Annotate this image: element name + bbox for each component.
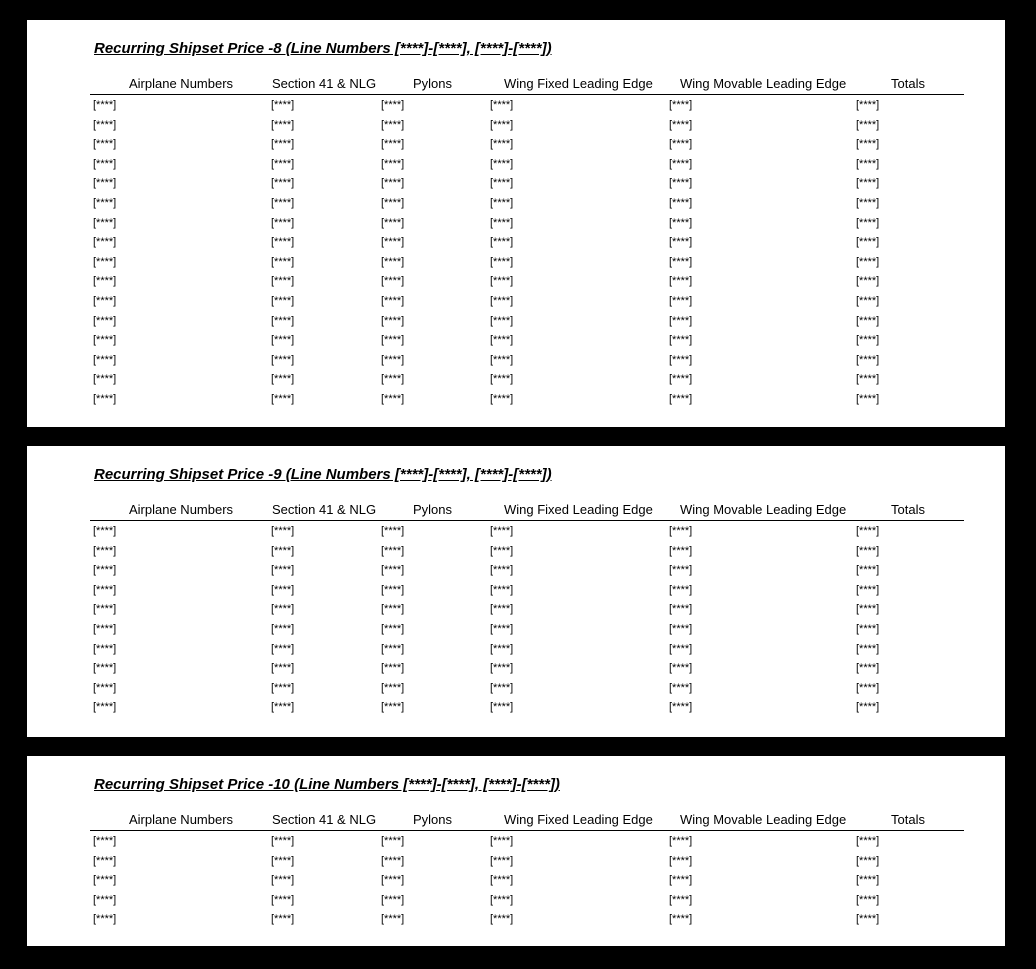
redacted-cell: [****] xyxy=(856,314,880,327)
redacted-cell: [****] xyxy=(381,236,405,249)
redacted-cell: [****] xyxy=(271,913,295,926)
redacted-cell: [****] xyxy=(381,275,405,288)
redacted-cell: [****] xyxy=(271,642,295,655)
price-table-panel xyxy=(27,756,1005,946)
table-row xyxy=(27,215,1005,235)
redacted-cell: [****] xyxy=(93,544,117,557)
redacted-cell: [****] xyxy=(669,255,693,268)
redacted-cell: [****] xyxy=(381,874,405,887)
column-header: Airplane Numbers xyxy=(129,812,234,827)
table-row xyxy=(27,391,1005,411)
redacted-cell: [****] xyxy=(490,334,514,347)
redacted-cell: [****] xyxy=(856,642,880,655)
redacted-cell: [****] xyxy=(93,216,117,229)
table-row xyxy=(27,156,1005,176)
redacted-cell: [****] xyxy=(381,216,405,229)
redacted-cell: [****] xyxy=(271,525,295,537)
redacted-cell: [****] xyxy=(856,603,880,616)
table-row xyxy=(27,371,1005,391)
header-divider xyxy=(90,830,964,831)
redacted-cell: [****] xyxy=(381,373,405,386)
redacted-cell: [****] xyxy=(93,196,117,209)
redacted-cell: [****] xyxy=(669,373,693,386)
redacted-cell: [****] xyxy=(381,138,405,151)
table-row xyxy=(27,641,1005,661)
redacted-cell: [****] xyxy=(381,603,405,616)
redacted-cell: [****] xyxy=(381,893,405,906)
redacted-cell: [****] xyxy=(856,622,880,635)
redacted-cell: [****] xyxy=(856,236,880,249)
redacted-cell: [****] xyxy=(490,622,514,635)
redacted-cell: [****] xyxy=(669,583,693,596)
redacted-cell: [****] xyxy=(93,662,117,675)
redacted-cell: [****] xyxy=(856,854,880,867)
column-header: Wing Fixed Leading Edge xyxy=(504,76,653,91)
redacted-cell: [****] xyxy=(271,314,295,327)
column-header: Pylons xyxy=(413,76,453,91)
price-table-panel xyxy=(27,446,1005,737)
redacted-cell: [****] xyxy=(490,701,514,714)
table-row xyxy=(27,872,1005,892)
redacted-cell: [****] xyxy=(856,874,880,887)
column-header: Section 41 & NLG xyxy=(272,502,377,517)
table-title: Recurring Shipset Price -8 (Line Numbers [****]-[****], [****]-[****]) xyxy=(94,40,552,57)
redacted-cell: [****] xyxy=(271,392,295,405)
redacted-cell: [****] xyxy=(93,99,117,111)
table-row xyxy=(27,601,1005,621)
redacted-cell: [****] xyxy=(490,196,514,209)
redacted-cell: [****] xyxy=(93,583,117,596)
redacted-cell: [****] xyxy=(93,118,117,131)
table-row xyxy=(27,352,1005,372)
redacted-cell: [****] xyxy=(271,275,295,288)
redacted-cell: [****] xyxy=(669,642,693,655)
redacted-cell: [****] xyxy=(381,255,405,268)
redacted-cell: [****] xyxy=(490,392,514,405)
redacted-cell: [****] xyxy=(271,893,295,906)
redacted-cell: [****] xyxy=(490,373,514,386)
redacted-cell: [****] xyxy=(856,177,880,190)
redacted-cell: [****] xyxy=(856,138,880,151)
redacted-cell: [****] xyxy=(669,835,693,847)
table-row xyxy=(27,833,1005,853)
table-row xyxy=(27,621,1005,641)
redacted-cell: [****] xyxy=(93,373,117,386)
redacted-cell: [****] xyxy=(381,99,405,111)
redacted-cell: [****] xyxy=(381,392,405,405)
redacted-cell: [****] xyxy=(381,701,405,714)
redacted-cell: [****] xyxy=(490,835,514,847)
redacted-cell: [****] xyxy=(669,662,693,675)
column-header: Airplane Numbers xyxy=(129,502,234,517)
redacted-cell: [****] xyxy=(381,196,405,209)
table-row xyxy=(27,195,1005,215)
redacted-cell: [****] xyxy=(856,275,880,288)
redacted-cell: [****] xyxy=(93,622,117,635)
redacted-cell: [****] xyxy=(271,177,295,190)
redacted-cell: [****] xyxy=(381,622,405,635)
redacted-cell: [****] xyxy=(93,893,117,906)
redacted-cell: [****] xyxy=(271,196,295,209)
redacted-cell: [****] xyxy=(271,138,295,151)
redacted-cell: [****] xyxy=(490,603,514,616)
column-header: Totals xyxy=(891,76,925,91)
header-divider xyxy=(90,94,964,95)
redacted-cell: [****] xyxy=(669,854,693,867)
redacted-cell: [****] xyxy=(271,564,295,577)
redacted-cell: [****] xyxy=(856,525,880,537)
redacted-cell: [****] xyxy=(381,353,405,366)
table-title: Recurring Shipset Price -10 (Line Numbers [****]-[****], [****]-[****]) xyxy=(94,776,560,793)
redacted-cell: [****] xyxy=(93,913,117,926)
redacted-cell: [****] xyxy=(490,854,514,867)
redacted-cell: [****] xyxy=(669,564,693,577)
redacted-cell: [****] xyxy=(669,603,693,616)
column-header: Wing Movable Leading Edge xyxy=(680,812,847,827)
redacted-cell: [****] xyxy=(669,681,693,694)
redacted-cell: [****] xyxy=(93,275,117,288)
table-row xyxy=(27,523,1005,543)
redacted-cell: [****] xyxy=(490,216,514,229)
redacted-cell: [****] xyxy=(93,138,117,151)
redacted-cell: [****] xyxy=(271,157,295,170)
redacted-cell: [****] xyxy=(271,701,295,714)
table-body xyxy=(27,833,1005,931)
table-row xyxy=(27,680,1005,700)
redacted-cell: [****] xyxy=(381,525,405,537)
redacted-cell: [****] xyxy=(271,334,295,347)
redacted-cell: [****] xyxy=(669,236,693,249)
redacted-cell: [****] xyxy=(93,392,117,405)
redacted-cell: [****] xyxy=(271,854,295,867)
redacted-cell: [****] xyxy=(669,544,693,557)
redacted-cell: [****] xyxy=(490,99,514,111)
redacted-cell: [****] xyxy=(490,314,514,327)
redacted-cell: [****] xyxy=(669,138,693,151)
redacted-cell: [****] xyxy=(669,99,693,111)
redacted-cell: [****] xyxy=(669,701,693,714)
table-row xyxy=(27,582,1005,602)
redacted-cell: [****] xyxy=(856,681,880,694)
table-title: Recurring Shipset Price -9 (Line Numbers [****]-[****], [****]-[****]) xyxy=(94,466,552,483)
redacted-cell: [****] xyxy=(381,544,405,557)
redacted-cell: [****] xyxy=(381,314,405,327)
redacted-cell: [****] xyxy=(381,642,405,655)
redacted-cell: [****] xyxy=(93,874,117,887)
redacted-cell: [****] xyxy=(669,874,693,887)
redacted-cell: [****] xyxy=(669,622,693,635)
redacted-cell: [****] xyxy=(669,118,693,131)
redacted-cell: [****] xyxy=(856,255,880,268)
redacted-cell: [****] xyxy=(93,334,117,347)
table-row xyxy=(27,892,1005,912)
redacted-cell: [****] xyxy=(669,275,693,288)
redacted-cell: [****] xyxy=(669,392,693,405)
redacted-cell: [****] xyxy=(490,138,514,151)
redacted-cell: [****] xyxy=(381,583,405,596)
redacted-cell: [****] xyxy=(490,255,514,268)
redacted-cell: [****] xyxy=(93,854,117,867)
redacted-cell: [****] xyxy=(271,662,295,675)
redacted-cell: [****] xyxy=(856,544,880,557)
redacted-cell: [****] xyxy=(93,255,117,268)
redacted-cell: [****] xyxy=(271,353,295,366)
redacted-cell: [****] xyxy=(381,177,405,190)
redacted-cell: [****] xyxy=(381,835,405,847)
column-header: Section 41 & NLG xyxy=(272,76,377,91)
redacted-cell: [****] xyxy=(490,893,514,906)
column-header: Wing Fixed Leading Edge xyxy=(504,812,653,827)
table-row xyxy=(27,254,1005,274)
redacted-cell: [****] xyxy=(490,662,514,675)
redacted-cell: [****] xyxy=(490,157,514,170)
redacted-cell: [****] xyxy=(381,854,405,867)
redacted-cell: [****] xyxy=(856,196,880,209)
redacted-cell: [****] xyxy=(490,525,514,537)
redacted-cell: [****] xyxy=(93,681,117,694)
redacted-cell: [****] xyxy=(93,564,117,577)
redacted-cell: [****] xyxy=(271,99,295,111)
table-row xyxy=(27,273,1005,293)
redacted-cell: [****] xyxy=(856,216,880,229)
redacted-cell: [****] xyxy=(856,913,880,926)
column-header: Totals xyxy=(891,812,925,827)
table-row xyxy=(27,660,1005,680)
redacted-cell: [****] xyxy=(856,334,880,347)
table-row xyxy=(27,853,1005,873)
redacted-cell: [****] xyxy=(381,564,405,577)
redacted-cell: [****] xyxy=(490,544,514,557)
redacted-cell: [****] xyxy=(669,913,693,926)
redacted-cell: [****] xyxy=(93,701,117,714)
table-row xyxy=(27,313,1005,333)
redacted-cell: [****] xyxy=(669,157,693,170)
redacted-cell: [****] xyxy=(490,177,514,190)
redacted-cell: [****] xyxy=(381,913,405,926)
column-header: Airplane Numbers xyxy=(129,76,234,91)
redacted-cell: [****] xyxy=(490,236,514,249)
redacted-cell: [****] xyxy=(271,603,295,616)
redacted-cell: [****] xyxy=(669,893,693,906)
header-divider xyxy=(90,520,964,521)
redacted-cell: [****] xyxy=(490,583,514,596)
column-header: Pylons xyxy=(413,502,453,517)
redacted-cell: [****] xyxy=(856,662,880,675)
table-row xyxy=(27,562,1005,582)
redacted-cell: [****] xyxy=(381,118,405,131)
redacted-cell: [****] xyxy=(669,353,693,366)
redacted-cell: [****] xyxy=(669,216,693,229)
redacted-cell: [****] xyxy=(669,177,693,190)
redacted-cell: [****] xyxy=(93,314,117,327)
redacted-cell: [****] xyxy=(381,681,405,694)
redacted-cell: [****] xyxy=(856,392,880,405)
redacted-cell: [****] xyxy=(381,157,405,170)
redacted-cell: [****] xyxy=(856,893,880,906)
redacted-cell: [****] xyxy=(93,177,117,190)
redacted-cell: [****] xyxy=(490,874,514,887)
table-row xyxy=(27,136,1005,156)
redacted-cell: [****] xyxy=(669,314,693,327)
redacted-cell: [****] xyxy=(490,564,514,577)
table-row xyxy=(27,911,1005,931)
redacted-cell: [****] xyxy=(856,294,880,307)
table-row xyxy=(27,699,1005,719)
redacted-cell: [****] xyxy=(271,373,295,386)
redacted-cell: [****] xyxy=(381,334,405,347)
price-table-panel xyxy=(27,20,1005,427)
table-body xyxy=(27,97,1005,411)
redacted-cell: [****] xyxy=(669,525,693,537)
table-row xyxy=(27,293,1005,313)
column-header: Wing Movable Leading Edge xyxy=(680,502,847,517)
redacted-cell: [****] xyxy=(271,622,295,635)
redacted-cell: [****] xyxy=(856,373,880,386)
redacted-cell: [****] xyxy=(856,583,880,596)
column-header: Pylons xyxy=(413,812,453,827)
table-row xyxy=(27,97,1005,117)
redacted-cell: [****] xyxy=(856,118,880,131)
redacted-cell: [****] xyxy=(93,236,117,249)
redacted-cell: [****] xyxy=(490,294,514,307)
column-header: Section 41 & NLG xyxy=(272,812,377,827)
redacted-cell: [****] xyxy=(490,353,514,366)
redacted-cell: [****] xyxy=(669,294,693,307)
redacted-cell: [****] xyxy=(669,196,693,209)
redacted-cell: [****] xyxy=(93,525,117,537)
redacted-cell: [****] xyxy=(856,353,880,366)
redacted-cell: [****] xyxy=(381,662,405,675)
redacted-cell: [****] xyxy=(856,564,880,577)
redacted-cell: [****] xyxy=(490,642,514,655)
redacted-cell: [****] xyxy=(93,603,117,616)
redacted-cell: [****] xyxy=(856,99,880,111)
redacted-cell: [****] xyxy=(271,216,295,229)
redacted-cell: [****] xyxy=(271,583,295,596)
table-row xyxy=(27,175,1005,195)
redacted-cell: [****] xyxy=(93,835,117,847)
redacted-cell: [****] xyxy=(669,334,693,347)
table-row xyxy=(27,117,1005,137)
column-header: Wing Movable Leading Edge xyxy=(680,76,847,91)
redacted-cell: [****] xyxy=(271,874,295,887)
redacted-cell: [****] xyxy=(381,294,405,307)
redacted-cell: [****] xyxy=(490,118,514,131)
redacted-cell: [****] xyxy=(271,255,295,268)
redacted-cell: [****] xyxy=(856,157,880,170)
redacted-cell: [****] xyxy=(490,275,514,288)
redacted-cell: [****] xyxy=(93,157,117,170)
redacted-cell: [****] xyxy=(93,642,117,655)
redacted-cell: [****] xyxy=(271,118,295,131)
redacted-cell: [****] xyxy=(490,913,514,926)
redacted-cell: [****] xyxy=(856,701,880,714)
redacted-cell: [****] xyxy=(93,294,117,307)
column-header: Wing Fixed Leading Edge xyxy=(504,502,653,517)
redacted-cell: [****] xyxy=(271,835,295,847)
table-body xyxy=(27,523,1005,719)
redacted-cell: [****] xyxy=(856,835,880,847)
table-row xyxy=(27,543,1005,563)
table-row xyxy=(27,332,1005,352)
redacted-cell: [****] xyxy=(93,353,117,366)
redacted-cell: [****] xyxy=(490,681,514,694)
redacted-cell: [****] xyxy=(271,236,295,249)
table-row xyxy=(27,234,1005,254)
redacted-cell: [****] xyxy=(271,681,295,694)
redacted-cell: [****] xyxy=(271,544,295,557)
column-header: Totals xyxy=(891,502,925,517)
redacted-cell: [****] xyxy=(271,294,295,307)
